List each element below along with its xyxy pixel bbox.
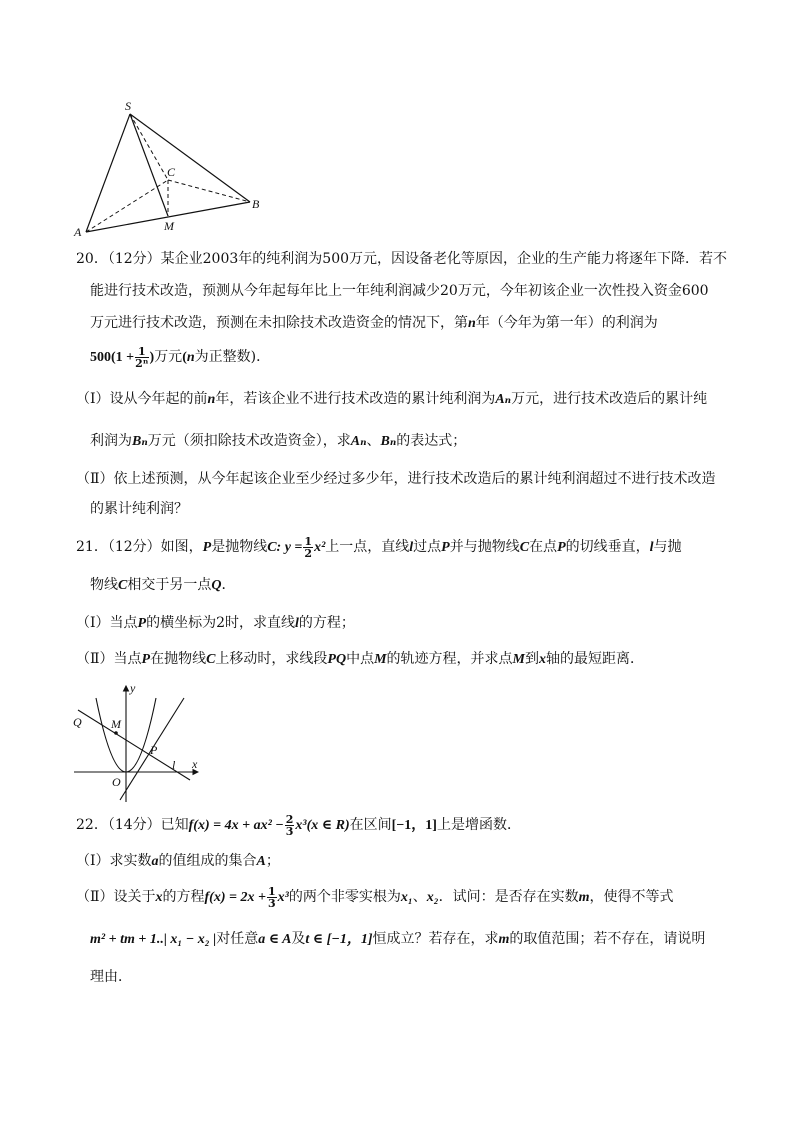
fraction-one-half: $\frac{1}{2}$ [304,534,313,560]
edge-SB [130,114,250,202]
problem-20-part-1-line-1: （Ⅰ）设从今年起的前n年，若该企业不进行技术改造的累计纯利润为Aₙ万元，进行技术改造后的累计纯 [76,391,708,407]
label-B: B [252,197,260,211]
problem-22-part-2-line-2: m² + tm + 1..| x₁ − x₂ |对任意a ∈ A及t ∈ [−1，1]恒成立？若存在，求m的取值范围；若不存在，请说明 [90,931,706,947]
label-P: P [150,743,158,757]
point-M [114,731,118,735]
problem-22-part-1: （Ⅰ）求实数a的值组成的集合A； [76,853,280,869]
fraction-two-thirds: $\frac{2}{3}$ [285,812,294,838]
label-S: S [125,99,131,113]
problem-20-part-2-line-1: （Ⅱ）依上述预测，从今年起该企业至少经过多少年，进行技术改造后的累计纯利润超过不进行技术改造 [76,471,716,487]
problem-22-part-2-line-1: （Ⅱ）设关于x的方程f(x) = 2x + $\frac{1}{3}$ x³的两个非零实根为x₁、x₂．试问：是否存在实数m，使得不等式 [76,884,674,910]
edge-SA [86,114,130,232]
fraction-1-over-2n: $\frac{1}{\text{2ⁿ}}$ [135,344,149,370]
label-O: O [112,775,121,789]
problem-20-line-1: 20．（12分）某企业2003年的纯利润为500万元，因设备老化等原因，企业的生产能力将逐年下降．若不 [76,251,728,267]
problem-20-part-1-line-2: 利润为Bₙ万元（须扣除技术改造资金），求Aₙ、Bₙ的表达式； [90,433,467,449]
problem-21-line-1: 21．（12分）如图，P是抛物线C: y = $\frac{1}{2}$ x²上一点，直线l过点P并与抛物线C在点P的切线垂直，l与抛 [76,534,682,560]
label-C: C [167,165,176,179]
label-Q: Q [73,715,82,729]
fraction-one-third: $\frac{1}{3}$ [267,884,276,910]
problem-20-part-2-line-2: 的累计纯利润？ [90,501,188,517]
problem-21-line-2: 物线C相交于另一点Q． [90,577,236,593]
label-A: A [74,225,82,238]
problem-20-formula-line: 500(1 + $\frac{1}{\text{2ⁿ}}$ )万元(n为正整数)． [90,344,271,370]
problem-22-part-2-line-3: 理由． [90,969,132,985]
label-l: l [172,758,176,772]
problem-20-line-3: 万元进行技术改造，预测在未扣除技术改造资金的情况下，第n年（今年为第一年）的利润为 [90,315,658,331]
problem-21-part-1: （Ⅰ）当点P的横坐标为2时，求直线l的方程； [76,615,355,631]
pyramid-figure [70,98,270,238]
problem-22-line-1: 22．（14分）已知f(x) = 4x + ax² − $\frac{2}{3}$ x³(x ∈ R)在区间[−1，1]上是增函数． [76,812,521,838]
edge-CB [168,180,250,202]
parabola-figure [70,680,210,805]
edge-SC [130,114,168,180]
label-M: M [164,219,174,233]
problem-20-line-2: 能进行技术改造，预测从今年起每年比上一年纯利润减少20万元，今年初该企业一次性投入资金600 [90,283,709,299]
label-M: M [111,717,121,731]
problem-21-part-2: （Ⅱ）当点P在抛物线C上移动时，求线段PQ中点M的轨迹方程，并求点M到x轴的最短距离． [76,651,644,667]
label-x: x [192,757,198,771]
label-y: y [130,681,136,695]
